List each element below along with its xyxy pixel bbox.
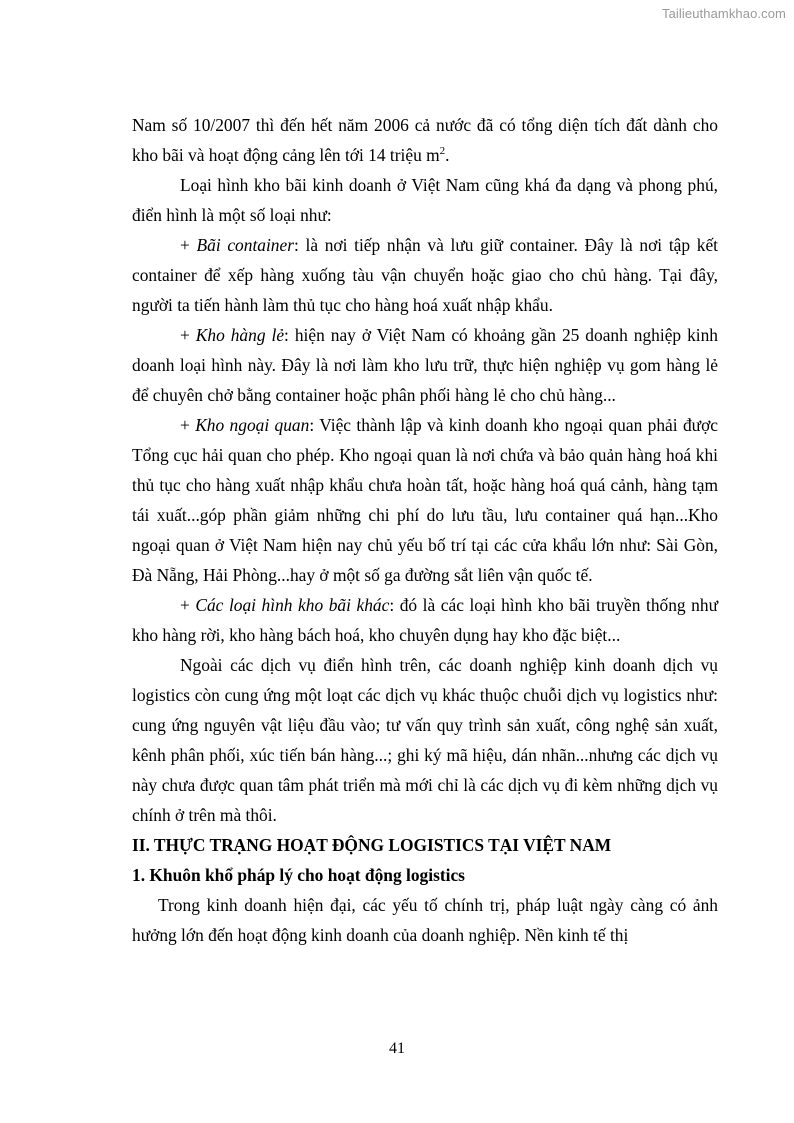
other-services-paragraph: Ngoài các dịch vụ điển hình trên, các doanh nghiệp kinh doanh dịch vụ logistics còn cung ứng một loạt các dịch vụ khác thuộc chuỗi dịch vụ logistics như: cung ứng nguyên vật liệu đầu vào; tư vấn quy trình sản xuất, công nghệ sản xuất, kênh phân phối, xúc tiến bán hàng...; ghi ký mã hiệu, dán nhãn...nhưng các dịch vụ này chưa được quan tâm phát triển mà mới chỉ là các dịch vụ đi kèm những dịch vụ chính ở trên mà thôi.	[132, 655, 718, 825]
types-intro-paragraph: Loại hình kho bãi kinh doanh ở Việt Nam cũng khá đa dạng và phong phú, điển hình là một số loại như:	[132, 175, 718, 225]
item-desc: : Việc thành lập và kinh doanh kho ngoại quan phải được Tổng cục hải quan cho phép. Kho ngoại quan là nơi chứa và bảo quản hàng hoá khi thủ tục cho hàng xuất nhập khẩu chưa hoàn tất, hoặc hàng hoá quá cảnh, hàng tạm tái xuất...góp phần giảm những chi phí do lưu tầu, lưu container quá hạn...Kho ngoại quan ở Việt Nam hiện nay chủ yếu bố trí tại các cửa khẩu lớn như: Sài Gòn, Đà Nẵng, Hải Phòng...hay ở một số ga đường sắt liên vận quốc tế.	[132, 415, 718, 585]
item-desc: : hiện nay ở Việt Nam có khoảng gần 25 doanh nghiệp kinh doanh loại hình này. Đây là nơi làm kho lưu trữ, thực hiện nghiệp vụ gom hàng lẻ để chuyên chở bằng container hoặc phân phối hàng lẻ cho chủ hàng...	[132, 325, 718, 405]
item-prefix: +	[180, 235, 197, 255]
section-heading: II. THỰC TRẠNG HOẠT ĐỘNG LOGISTICS TẠI VIỆT NAM	[132, 835, 612, 855]
final-paragraph: Trong kinh doanh hiện đại, các yếu tố chính trị, pháp luật ngày càng có ảnh hưởng lớn đến hoạt động kinh doanh của doanh nghiệp. Nền kinh tế thị	[132, 895, 718, 945]
item-desc: : là nơi tiếp nhận và lưu giữ container. Đây là nơi tập kết container để xếp hàng xuống tàu vận chuyển hoặc giao cho chủ hàng. Tại đây, người ta tiến hành làm thủ tục cho hàng hoá xuất nhập khẩu.	[132, 235, 718, 315]
list-item	[132, 590, 718, 650]
item-term: Kho hàng lẻ	[195, 325, 285, 345]
item-prefix: +	[180, 325, 196, 345]
intro-tail: .	[445, 145, 450, 165]
watermark-text: Tailieuthamkhao.com	[661, 6, 786, 21]
list-item	[132, 320, 718, 410]
page-body	[132, 110, 718, 950]
item-prefix: +	[180, 415, 196, 435]
list-item	[132, 410, 718, 590]
item-term: Các loại hình kho bãi khác	[195, 595, 390, 615]
superscript: 2	[439, 145, 446, 158]
intro-paragraph	[132, 110, 718, 170]
page-number: 41	[389, 1040, 405, 1057]
item-desc: : đó là các loại hình kho bãi truyền thống như kho hàng rời, kho hàng bách hoá, kho chuyên dụng hay kho đặc biệt...	[132, 595, 719, 645]
list-item	[132, 230, 718, 320]
item-term: Kho ngoại quan	[195, 415, 310, 435]
item-term: Bãi container	[196, 235, 294, 255]
subsection-heading: 1. Khuôn khổ pháp lý cho hoạt động logistics	[132, 865, 465, 885]
intro-text: Nam số 10/2007 thì đến hết năm 2006 cả nước đã có tổng diện tích đất dành cho kho bãi và hoạt động cảng lên tới 14 triệu m	[132, 115, 718, 165]
item-prefix: +	[180, 595, 196, 615]
